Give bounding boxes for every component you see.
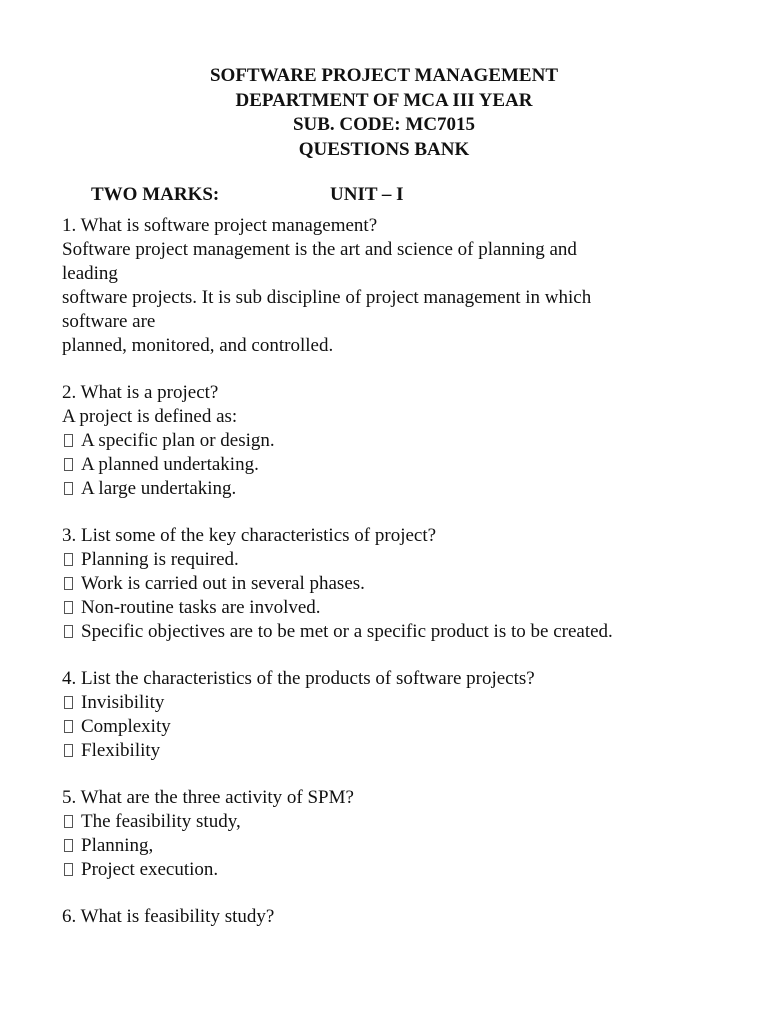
question-6: 6. What is feasibility study?: [62, 906, 275, 927]
bullet-box-icon: [64, 553, 73, 566]
list-item: A planned undertaking.: [62, 453, 702, 477]
list-item: A large undertaking.: [62, 477, 702, 501]
answer-1-line: leading: [62, 263, 118, 284]
bullet-box-icon: [64, 839, 73, 852]
list-item: Complexity: [62, 715, 702, 739]
bullet-box-icon: [64, 434, 73, 447]
course-title: SOFTWARE PROJECT MANAGEMENT: [209, 65, 558, 86]
bullet-box-icon: [64, 815, 73, 828]
list-item: Project execution.: [62, 858, 702, 882]
questions-body: [62, 214, 702, 929]
question-1: 1. What is software project management?: [62, 215, 378, 236]
unit-label: UNIT – I: [330, 184, 404, 205]
document-header: [0, 64, 768, 162]
bullet-box-icon: [64, 696, 73, 709]
bullet-box-icon: [64, 863, 73, 876]
list-item: A specific plan or design.: [62, 429, 702, 453]
bullet-box-icon: [64, 482, 73, 495]
subject-code: SUB. CODE: MC7015: [292, 114, 476, 135]
list-item: Work is carried out in several phases.: [62, 572, 702, 596]
question-5: 5. What are the three activity of SPM?: [62, 787, 354, 808]
question-3: 3. List some of the key characteristics of project?: [62, 525, 437, 546]
bullet-box-icon: [64, 577, 73, 590]
bullet-box-icon: [64, 744, 73, 757]
list-item: Planning is required.: [62, 548, 702, 572]
bullet-box-icon: [64, 720, 73, 733]
bullet-box-icon: [64, 458, 73, 471]
list-item: The feasibility study,: [62, 810, 702, 834]
answer-2-intro: A project is defined as:: [62, 406, 238, 427]
list-item: Planning,: [62, 834, 702, 858]
answer-1-line: Software project management is the art and science of planning and: [62, 239, 577, 260]
department-line: DEPARTMENT OF MCA III YEAR: [235, 89, 533, 111]
bullet-box-icon: [64, 601, 73, 614]
question-2: 2. What is a project?: [62, 382, 219, 403]
answer-1-line: software projects. It is sub discipline of project management in which: [62, 287, 592, 308]
questions-bank-title: QUESTIONS BANK: [298, 138, 470, 160]
list-item: Non-routine tasks are involved.: [62, 596, 702, 620]
list-item: Invisibility: [62, 691, 702, 715]
section-heading: [91, 183, 404, 207]
question-4: 4. List the characteristics of the products of software projects?: [62, 668, 535, 689]
list-item: Flexibility: [62, 739, 702, 763]
answer-1-line: planned, monitored, and controlled.: [62, 335, 334, 356]
bullet-box-icon: [64, 625, 73, 638]
list-item: Specific objectives are to be met or a specific product is to be created.: [62, 620, 702, 644]
answer-1-line: software are: [62, 311, 156, 332]
marks-label: TWO MARKS:: [91, 184, 220, 205]
